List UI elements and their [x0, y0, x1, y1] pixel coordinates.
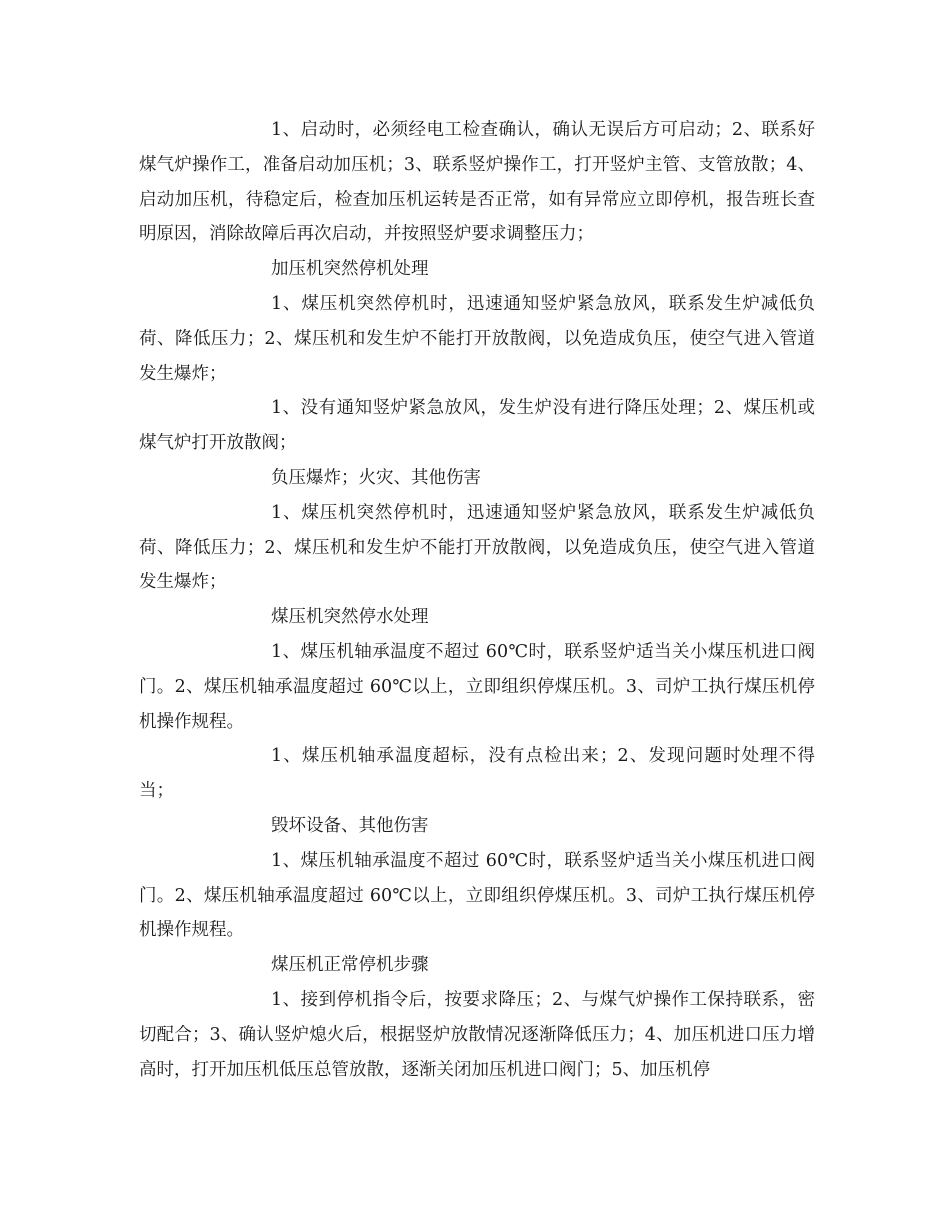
paragraph-startup-steps: 1、启动时，必须经电工检查确认，确认无误后方可启动；2、联系好煤气炉操作工，准备启动加压机；3、联系竖炉操作工，打开竖炉主管、支管放散；4、启动加压机，待稳定后，检查加压机运转是否正常，如有异常应立即停机，报告班长查明原因，消除故障后再次启动，并按照竖炉要求调整压力； — [139, 120, 815, 245]
paragraph-sudden-stop-measures: 1、煤压机突然停机时，迅速通知竖炉紧急放风，联系发生炉减低负荷、降低压力；2、煤压机和发生炉不能打开放散阀，以免造成负压，使空气进入管道发生爆炸； — [139, 293, 815, 384]
heading-normal-shutdown: 煤压机正常停机步骤 — [271, 955, 429, 976]
paragraph-water-cut-measures-repeat: 1、煤压机轴承温度不超过 60℃时，联系竖炉适当关小煤压机进口阀门。2、煤压机轴承温度超过 60℃以上，立即组织停煤压机。3、司炉工执行煤压机停机操作规程。 — [139, 850, 815, 941]
paragraph-water-cut-causes: 1、煤压机轴承温度超标，没有点检出来；2、发现问题时处理不得当； — [139, 746, 815, 802]
paragraph-water-cut-measures: 1、煤压机轴承温度不超过 60℃时，联系竖炉适当关小煤压机进口阀门。2、煤压机轴承温度超过 60℃以上，立即组织停煤压机。3、司炉工执行煤压机停机操作规程。 — [139, 641, 815, 732]
paragraph-sudden-stop-hazards: 负压爆炸；火灾、其他伤害 — [271, 467, 481, 488]
paragraph-sudden-stop-measures-repeat: 1、煤压机突然停机时，迅速通知竖炉紧急放风，联系发生炉减低负荷、降低压力；2、煤压机和发生炉不能打开放散阀，以免造成负压，使空气进入管道发生爆炸； — [139, 502, 815, 593]
heading-pressurizer-sudden-stop: 加压机突然停机处理 — [271, 259, 429, 280]
paragraph-normal-shutdown-steps: 1、接到停机指令后，按要求降压；2、与煤气炉操作工保持联系，密切配合；3、确认竖炉熄火后，根据竖炉放散情况逐渐降低压力；4、加压机进口压力增高时，打开加压机低压总管放散，逐渐关闭加压机进口阀门；5、加压机停 — [139, 989, 815, 1080]
paragraph-water-cut-hazards: 毁坏设备、其他伤害 — [271, 815, 429, 836]
heading-water-cut: 煤压机突然停水处理 — [271, 607, 429, 628]
paragraph-sudden-stop-causes: 1、没有通知竖炉紧急放风，发生炉没有进行降压处理；2、煤压机或煤气炉打开放散阀； — [139, 398, 815, 454]
document-body — [139, 113, 815, 1087]
